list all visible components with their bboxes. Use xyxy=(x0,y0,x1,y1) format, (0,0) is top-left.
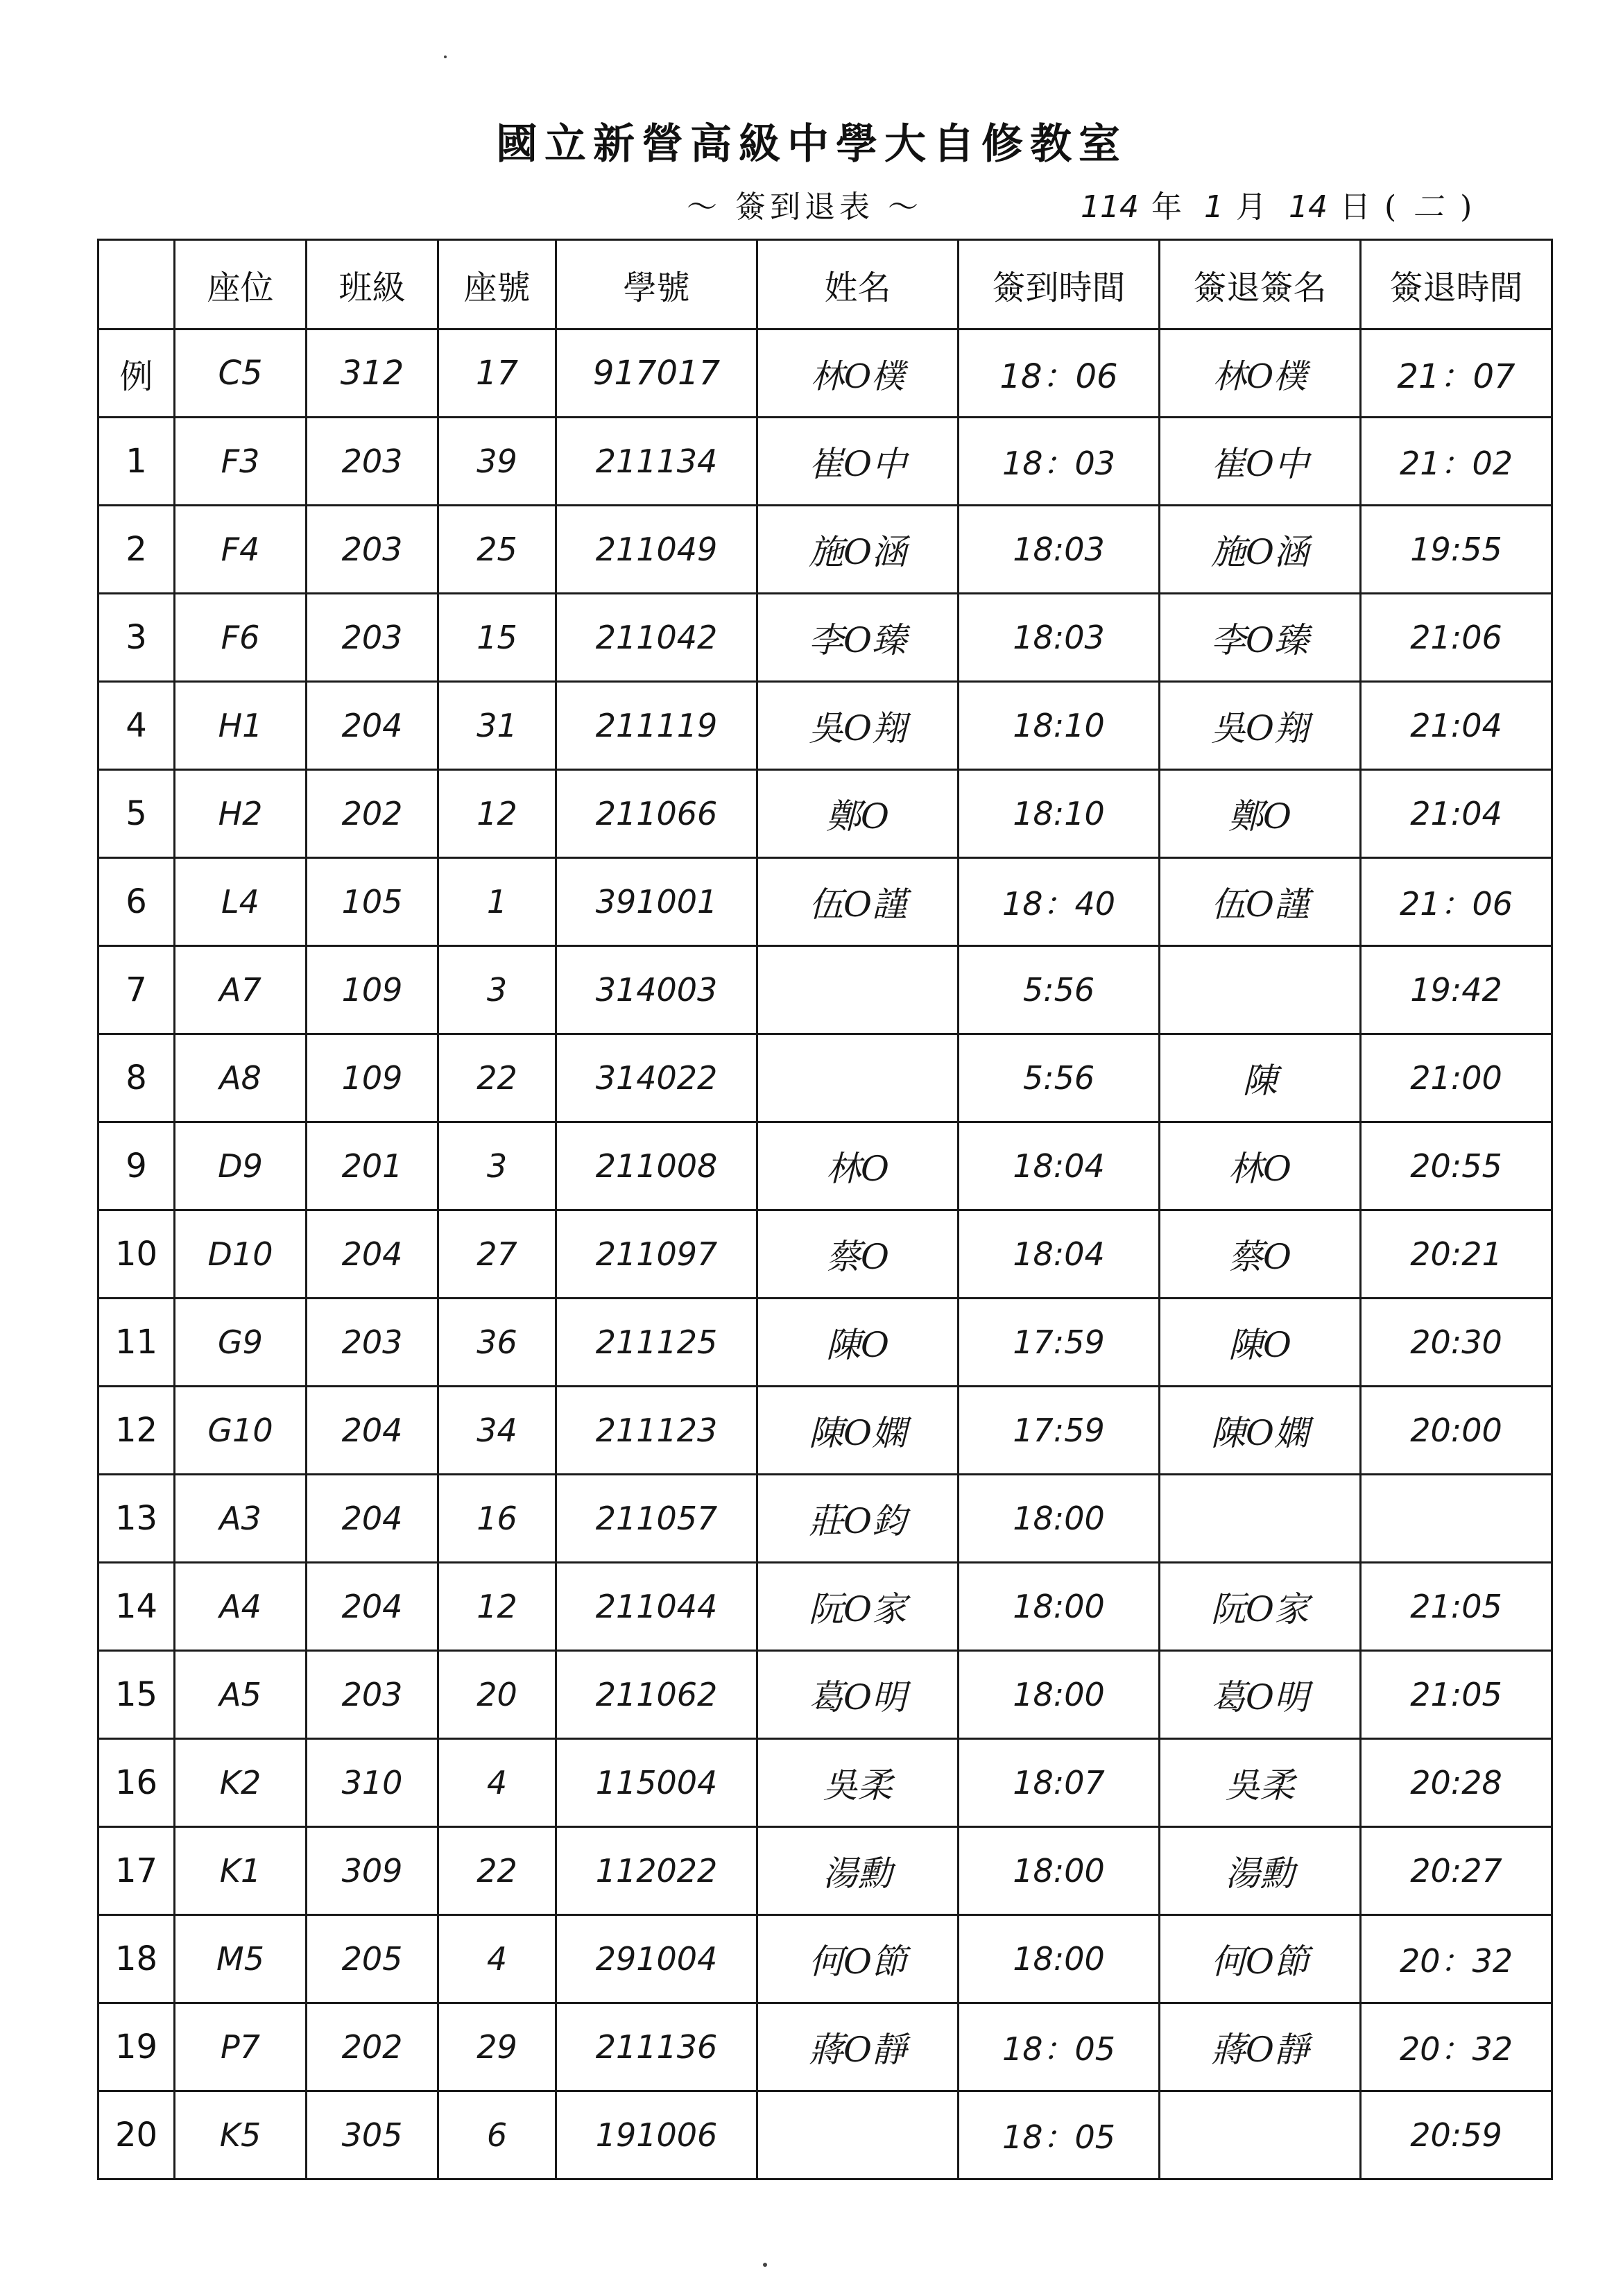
seat-number-cell: 3 xyxy=(438,946,556,1034)
row-index: 18 xyxy=(98,1915,175,2003)
document-title: 國立新營高級中學大自修教室 xyxy=(496,120,1127,169)
table-header-row xyxy=(98,240,1552,329)
seat-cell: P7 xyxy=(175,2003,307,2091)
table-row xyxy=(98,1387,1552,1475)
row-index: 3 xyxy=(98,594,175,682)
check-in-time-cell: 18:10 xyxy=(959,770,1160,858)
seat-number-cell: 15 xyxy=(438,594,556,682)
class-cell: 105 xyxy=(307,858,438,946)
seat-number-cell: 17 xyxy=(438,329,556,418)
class-cell: 312 xyxy=(307,329,438,418)
name-cell: 莊O鈞 xyxy=(757,1475,959,1563)
check-in-time-cell: 18:00 xyxy=(959,1827,1160,1915)
check-out-time-cell xyxy=(1361,1475,1552,1563)
name-cell: 蔣O靜 xyxy=(757,2003,959,2091)
student-id-cell: 211125 xyxy=(556,1299,757,1387)
class-cell: 203 xyxy=(307,1651,438,1739)
row-index: 17 xyxy=(98,1827,175,1915)
check-out-time-cell: 21：02 xyxy=(1361,418,1552,506)
row-index: 1 xyxy=(98,418,175,506)
row-index: 11 xyxy=(98,1299,175,1387)
name-cell: 湯勳 xyxy=(757,1827,959,1915)
seat-number-cell: 36 xyxy=(438,1299,556,1387)
check-in-time-cell: 18：03 xyxy=(959,418,1160,506)
row-index: 15 xyxy=(98,1651,175,1739)
check-out-time-cell: 21:05 xyxy=(1361,1651,1552,1739)
check-out-signature-cell: 蔣O靜 xyxy=(1160,2003,1361,2091)
row-index: 9 xyxy=(98,1122,175,1210)
seat-number-cell: 22 xyxy=(438,1034,556,1122)
check-out-signature-cell: 林O樸 xyxy=(1160,329,1361,418)
check-out-signature-cell: 吳柔 xyxy=(1160,1739,1361,1827)
check-out-signature-cell: 湯勳 xyxy=(1160,1827,1361,1915)
class-cell: 204 xyxy=(307,1475,438,1563)
check-out-signature-cell: 施O涵 xyxy=(1160,506,1361,594)
seat-cell: A8 xyxy=(175,1034,307,1122)
seat-cell: A7 xyxy=(175,946,307,1034)
check-out-time-cell: 20：32 xyxy=(1361,2003,1552,2091)
student-id-cell: 211097 xyxy=(556,1210,757,1299)
student-id-cell: 211042 xyxy=(556,594,757,682)
table-row xyxy=(98,506,1552,594)
date-weekday: 二 xyxy=(1413,189,1444,225)
student-id-cell: 291004 xyxy=(556,1915,757,2003)
date-day: 14 xyxy=(1288,189,1328,225)
check-in-time-cell: 18:00 xyxy=(959,1651,1160,1739)
header-check-out-signature: 簽退簽名 xyxy=(1160,240,1361,329)
check-out-time-cell: 21:04 xyxy=(1361,770,1552,858)
seat-number-cell: 27 xyxy=(438,1210,556,1299)
scan-speck xyxy=(763,2263,767,2267)
date-day-unit: 日 xyxy=(1339,189,1371,225)
seat-number-cell: 22 xyxy=(438,1827,556,1915)
date-month-unit: 月 xyxy=(1235,189,1266,225)
header-seat-number: 座號 xyxy=(438,240,556,329)
student-id-cell: 112022 xyxy=(556,1827,757,1915)
weekday-open: ( xyxy=(1384,189,1397,225)
name-cell xyxy=(757,2091,959,2179)
seat-cell: G9 xyxy=(175,1299,307,1387)
class-cell: 203 xyxy=(307,506,438,594)
table-row xyxy=(98,1915,1552,2003)
seat-number-cell: 6 xyxy=(438,2091,556,2179)
student-id-cell: 211049 xyxy=(556,506,757,594)
class-cell: 204 xyxy=(307,682,438,770)
example-row xyxy=(98,329,1552,418)
check-out-time-cell: 20:30 xyxy=(1361,1299,1552,1387)
student-id-cell: 391001 xyxy=(556,858,757,946)
student-id-cell: 211062 xyxy=(556,1651,757,1739)
header-check-out-time: 簽退時間 xyxy=(1361,240,1552,329)
seat-cell: D10 xyxy=(175,1210,307,1299)
sign-in-table xyxy=(97,239,1553,2180)
check-out-time-cell: 21:05 xyxy=(1361,1563,1552,1651)
class-cell: 203 xyxy=(307,594,438,682)
check-out-signature-cell: 蔡O xyxy=(1160,1210,1361,1299)
document-subtitle: ～ 簽到退表 ～ xyxy=(687,189,922,225)
check-out-time-cell: 20:55 xyxy=(1361,1122,1552,1210)
name-cell: 何O節 xyxy=(757,1915,959,2003)
class-cell: 305 xyxy=(307,2091,438,2179)
class-cell: 310 xyxy=(307,1739,438,1827)
student-id-cell: 314022 xyxy=(556,1034,757,1122)
name-cell: 伍O謹 xyxy=(757,858,959,946)
table-row xyxy=(98,2003,1552,2091)
table-row xyxy=(98,682,1552,770)
seat-cell: H2 xyxy=(175,770,307,858)
seat-number-cell: 25 xyxy=(438,506,556,594)
check-out-signature-cell: 崔O中 xyxy=(1160,418,1361,506)
check-out-time-cell: 19:55 xyxy=(1361,506,1552,594)
seat-number-cell: 31 xyxy=(438,682,556,770)
name-cell: 陳O xyxy=(757,1299,959,1387)
student-id-cell: 211123 xyxy=(556,1387,757,1475)
student-id-cell: 211057 xyxy=(556,1475,757,1563)
check-out-signature-cell: 葛O明 xyxy=(1160,1651,1361,1739)
seat-number-cell: 16 xyxy=(438,1475,556,1563)
student-id-cell: 211119 xyxy=(556,682,757,770)
check-in-time-cell: 5:56 xyxy=(959,946,1160,1034)
seat-number-cell: 12 xyxy=(438,1563,556,1651)
header-name: 姓名 xyxy=(757,240,959,329)
seat-number-cell: 1 xyxy=(438,858,556,946)
student-id-cell: 211044 xyxy=(556,1563,757,1651)
seat-cell: K2 xyxy=(175,1739,307,1827)
check-in-time-cell: 18:00 xyxy=(959,1475,1160,1563)
check-in-time-cell: 18：40 xyxy=(959,858,1160,946)
row-index: 10 xyxy=(98,1210,175,1299)
row-index: 6 xyxy=(98,858,175,946)
seat-number-cell: 29 xyxy=(438,2003,556,2091)
name-cell: 崔O中 xyxy=(757,418,959,506)
check-out-signature-cell: 伍O謹 xyxy=(1160,858,1361,946)
name-cell: 吳O翔 xyxy=(757,682,959,770)
seat-number-cell: 39 xyxy=(438,418,556,506)
check-out-signature-cell: 鄭O xyxy=(1160,770,1361,858)
name-cell xyxy=(757,1034,959,1122)
seat-cell: C5 xyxy=(175,329,307,418)
check-in-time-cell: 18：06 xyxy=(959,329,1160,418)
check-out-time-cell: 21:06 xyxy=(1361,594,1552,682)
seat-cell: A5 xyxy=(175,1651,307,1739)
row-index: 20 xyxy=(98,2091,175,2179)
table-row xyxy=(98,858,1552,946)
student-id-cell: 211134 xyxy=(556,418,757,506)
check-out-signature-cell: 陳 xyxy=(1160,1034,1361,1122)
name-cell: 林O xyxy=(757,1122,959,1210)
check-in-time-cell: 18:04 xyxy=(959,1210,1160,1299)
seat-cell: G10 xyxy=(175,1387,307,1475)
row-index: 例 xyxy=(98,329,175,418)
check-out-signature-cell: 何O節 xyxy=(1160,1915,1361,2003)
table-row xyxy=(98,1739,1552,1827)
scan-speck xyxy=(444,55,447,58)
name-cell: 陳O嫻 xyxy=(757,1387,959,1475)
seat-cell: D9 xyxy=(175,1122,307,1210)
row-index: 5 xyxy=(98,770,175,858)
class-cell: 202 xyxy=(307,2003,438,2091)
student-id-cell: 191006 xyxy=(556,2091,757,2179)
seat-cell: H1 xyxy=(175,682,307,770)
check-out-time-cell: 21：06 xyxy=(1361,858,1552,946)
check-out-signature-cell xyxy=(1160,946,1361,1034)
check-out-signature-cell: 陳O xyxy=(1160,1299,1361,1387)
check-in-time-cell: 18:07 xyxy=(959,1739,1160,1827)
header-seat: 座位 xyxy=(175,240,307,329)
check-in-time-cell: 17:59 xyxy=(959,1387,1160,1475)
seat-number-cell: 4 xyxy=(438,1739,556,1827)
student-id-cell: 115004 xyxy=(556,1739,757,1827)
header-student-id: 學號 xyxy=(556,240,757,329)
row-index: 19 xyxy=(98,2003,175,2091)
table-row xyxy=(98,1475,1552,1563)
check-out-time-cell: 20:00 xyxy=(1361,1387,1552,1475)
name-cell: 蔡O xyxy=(757,1210,959,1299)
check-out-time-cell: 20:27 xyxy=(1361,1827,1552,1915)
check-out-time-cell: 20:28 xyxy=(1361,1739,1552,1827)
table-row xyxy=(98,770,1552,858)
seat-cell: F4 xyxy=(175,506,307,594)
check-out-signature-cell: 吳O翔 xyxy=(1160,682,1361,770)
row-index: 4 xyxy=(98,682,175,770)
class-cell: 201 xyxy=(307,1122,438,1210)
name-cell: 林O樸 xyxy=(757,329,959,418)
table-row xyxy=(98,1563,1552,1651)
table-row xyxy=(98,418,1552,506)
seat-cell: M5 xyxy=(175,1915,307,2003)
seat-number-cell: 3 xyxy=(438,1122,556,1210)
name-cell: 葛O明 xyxy=(757,1651,959,1739)
seat-number-cell: 4 xyxy=(438,1915,556,2003)
seat-number-cell: 20 xyxy=(438,1651,556,1739)
name-cell xyxy=(757,946,959,1034)
student-id-cell: 211008 xyxy=(556,1122,757,1210)
table-row xyxy=(98,1122,1552,1210)
table-row xyxy=(98,594,1552,682)
header-index xyxy=(98,240,175,329)
header-class: 班級 xyxy=(307,240,438,329)
seat-number-cell: 34 xyxy=(438,1387,556,1475)
class-cell: 109 xyxy=(307,946,438,1034)
table-row xyxy=(98,1827,1552,1915)
check-in-time-cell: 18:03 xyxy=(959,506,1160,594)
row-index: 13 xyxy=(98,1475,175,1563)
table-row xyxy=(98,2091,1552,2179)
table-row xyxy=(98,1651,1552,1739)
check-out-time-cell: 20:59 xyxy=(1361,2091,1552,2179)
header-check-in-time: 簽到時間 xyxy=(959,240,1160,329)
check-out-time-cell: 21：07 xyxy=(1361,329,1552,418)
check-in-time-cell: 18：05 xyxy=(959,2003,1160,2091)
check-out-signature-cell: 阮O家 xyxy=(1160,1563,1361,1651)
row-index: 12 xyxy=(98,1387,175,1475)
check-out-signature-cell xyxy=(1160,1475,1361,1563)
name-cell: 阮O家 xyxy=(757,1563,959,1651)
check-out-time-cell: 19:42 xyxy=(1361,946,1552,1034)
check-out-signature-cell: 陳O嫻 xyxy=(1160,1387,1361,1475)
check-in-time-cell: 18:04 xyxy=(959,1122,1160,1210)
row-index: 14 xyxy=(98,1563,175,1651)
student-id-cell: 917017 xyxy=(556,329,757,418)
check-in-time-cell: 18:00 xyxy=(959,1563,1160,1651)
seat-cell: K5 xyxy=(175,2091,307,2179)
check-in-time-cell: 5:56 xyxy=(959,1034,1160,1122)
check-out-time-cell: 21:04 xyxy=(1361,682,1552,770)
date-month: 1 xyxy=(1203,189,1223,225)
date-year: 114 xyxy=(1081,189,1139,225)
table-row xyxy=(98,1299,1552,1387)
student-id-cell: 211066 xyxy=(556,770,757,858)
class-cell: 203 xyxy=(307,1299,438,1387)
weekday-close: ) xyxy=(1460,189,1472,225)
student-id-cell: 211136 xyxy=(556,2003,757,2091)
seat-cell: F6 xyxy=(175,594,307,682)
seat-cell: F3 xyxy=(175,418,307,506)
class-cell: 204 xyxy=(307,1563,438,1651)
name-cell: 李O臻 xyxy=(757,594,959,682)
class-cell: 309 xyxy=(307,1827,438,1915)
check-out-signature-cell xyxy=(1160,2091,1361,2179)
row-index: 16 xyxy=(98,1739,175,1827)
date-line xyxy=(1068,182,1476,226)
check-out-time-cell: 20:21 xyxy=(1361,1210,1552,1299)
table-row xyxy=(98,1034,1552,1122)
row-index: 2 xyxy=(98,506,175,594)
seat-cell: K1 xyxy=(175,1827,307,1915)
check-out-signature-cell: 李O臻 xyxy=(1160,594,1361,682)
class-cell: 203 xyxy=(307,418,438,506)
check-out-time-cell: 21:00 xyxy=(1361,1034,1552,1122)
seat-number-cell: 12 xyxy=(438,770,556,858)
check-in-time-cell: 18:10 xyxy=(959,682,1160,770)
class-cell: 202 xyxy=(307,770,438,858)
check-in-time-cell: 18:03 xyxy=(959,594,1160,682)
seat-cell: A3 xyxy=(175,1475,307,1563)
class-cell: 204 xyxy=(307,1387,438,1475)
class-cell: 204 xyxy=(307,1210,438,1299)
seat-cell: A4 xyxy=(175,1563,307,1651)
student-id-cell: 314003 xyxy=(556,946,757,1034)
check-in-time-cell: 18：05 xyxy=(959,2091,1160,2179)
name-cell: 施O涵 xyxy=(757,506,959,594)
table-row xyxy=(98,1210,1552,1299)
seat-cell: L4 xyxy=(175,858,307,946)
check-in-time-cell: 18:00 xyxy=(959,1915,1160,2003)
check-out-signature-cell: 林O xyxy=(1160,1122,1361,1210)
date-year-unit: 年 xyxy=(1151,189,1182,225)
table-row xyxy=(98,946,1552,1034)
row-index: 7 xyxy=(98,946,175,1034)
class-cell: 205 xyxy=(307,1915,438,2003)
check-out-time-cell: 20：32 xyxy=(1361,1915,1552,2003)
name-cell: 鄭O xyxy=(757,770,959,858)
name-cell: 吳柔 xyxy=(757,1739,959,1827)
row-index: 8 xyxy=(98,1034,175,1122)
check-in-time-cell: 17:59 xyxy=(959,1299,1160,1387)
class-cell: 109 xyxy=(307,1034,438,1122)
